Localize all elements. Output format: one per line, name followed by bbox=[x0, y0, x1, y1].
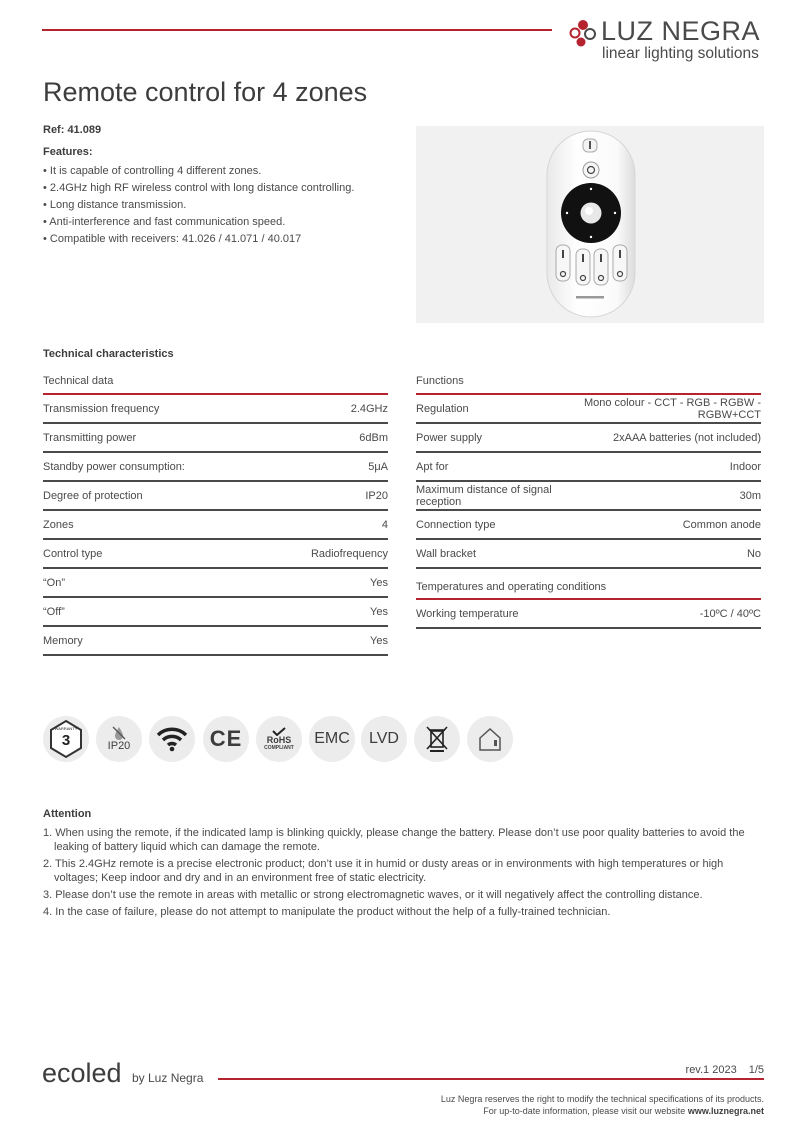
row-key: “On” bbox=[43, 576, 65, 589]
row-key: “Off” bbox=[43, 605, 65, 618]
emc-label: EMC bbox=[314, 730, 350, 747]
functions-table bbox=[416, 370, 761, 629]
table-row bbox=[43, 424, 388, 453]
row-key: Zones bbox=[43, 518, 74, 531]
table-row bbox=[416, 424, 761, 453]
series-logo: ecoled bbox=[42, 1058, 122, 1088]
row-value: -10ºC / 40ºC bbox=[699, 607, 761, 620]
brand-logo bbox=[568, 14, 768, 66]
rohs-label: RoHS bbox=[266, 735, 292, 745]
attention-item: 2. This 2.4GHz remote is a precise electronic product; don’t use it in humid or dusty areas or in environments with high temperatures or high voltages; Keep indoor and dry and in an environment free of static electricity. bbox=[43, 858, 724, 884]
page-number: 1/5 bbox=[748, 1064, 764, 1076]
indoor-icon bbox=[467, 716, 513, 762]
row-value: Common anode bbox=[682, 518, 761, 531]
emc-icon bbox=[309, 716, 355, 762]
row-value: 30m bbox=[739, 489, 761, 502]
table-row bbox=[43, 395, 388, 424]
row-value: 2.4GHz bbox=[350, 402, 388, 415]
wifi-icon bbox=[149, 716, 195, 762]
functions-heading: Functions bbox=[416, 370, 761, 395]
table-row bbox=[416, 482, 761, 511]
table-row bbox=[43, 540, 388, 569]
disclaimer-line-2 bbox=[441, 1105, 764, 1117]
row-key: Memory bbox=[43, 634, 83, 647]
lvd-icon bbox=[361, 716, 407, 762]
temperature-heading: Temperatures and operating conditions bbox=[416, 571, 761, 600]
row-key: Regulation bbox=[416, 402, 469, 415]
footer-rule bbox=[218, 1078, 764, 1080]
features-list bbox=[43, 163, 354, 248]
row-value: 4 bbox=[381, 518, 388, 531]
table-row bbox=[43, 627, 388, 656]
product-photo bbox=[416, 126, 764, 323]
attention-item: 4. In the case of failure, please do not attempt to manipulate the product without the help of a fully-trained technician. bbox=[43, 906, 611, 918]
table-row bbox=[43, 569, 388, 598]
table-row bbox=[43, 511, 388, 540]
feature-item: • Long distance transmission. bbox=[43, 199, 187, 211]
row-value: Yes bbox=[370, 605, 388, 618]
row-key: Power supply bbox=[416, 431, 483, 444]
feature-item: • Anti-interference and fast communication speed. bbox=[43, 216, 286, 228]
row-value: Mono colour - CCT - RGB - RGBW - RGBW+CCT bbox=[583, 396, 761, 421]
row-value: Radiofrequency bbox=[310, 547, 388, 560]
table-row bbox=[416, 600, 761, 629]
row-value: Yes bbox=[370, 576, 388, 589]
technical-heading: Technical characteristics bbox=[43, 348, 174, 360]
row-value: Indoor bbox=[729, 460, 761, 473]
row-value: 2xAAA batteries (not included) bbox=[613, 431, 761, 444]
feature-item: • It is capable of controlling 4 different zones. bbox=[43, 165, 262, 177]
row-value: 6dBm bbox=[359, 431, 388, 444]
technical-data-heading: Technical data bbox=[43, 370, 388, 395]
attention-list bbox=[43, 826, 765, 922]
row-key: Apt for bbox=[416, 460, 449, 473]
page-title: Remote control for 4 zones bbox=[43, 77, 368, 107]
feature-item: • 2.4GHz high RF wireless control with long distance controlling. bbox=[43, 182, 355, 194]
header-rule bbox=[42, 29, 552, 31]
revision: rev.1 2023 bbox=[685, 1064, 737, 1076]
table-row bbox=[416, 540, 761, 569]
rohs-sub-label: COMPLIANT bbox=[264, 745, 294, 751]
disclaimer bbox=[441, 1093, 764, 1117]
table-row bbox=[43, 453, 388, 482]
row-key: Maximum distance of signal reception bbox=[416, 483, 552, 508]
features-heading: Features: bbox=[43, 146, 93, 158]
brand-name: LUZ NEGRA bbox=[601, 16, 761, 46]
table-row bbox=[43, 482, 388, 511]
product-ref: Ref: 41.089 bbox=[43, 124, 102, 136]
ip20-icon bbox=[96, 716, 142, 762]
warranty-icon bbox=[43, 716, 89, 762]
rohs-icon bbox=[256, 716, 302, 762]
row-key: Transmission frequency bbox=[43, 402, 160, 415]
attention-item: 3. Please don’t use the remote in areas with metallic or strong electromagnetic waves, or it will negatively affect the controlling distance. bbox=[43, 889, 703, 901]
brand-tagline: linear lighting solutions bbox=[602, 45, 759, 62]
row-value: 5μA bbox=[368, 460, 388, 473]
attention-heading: Attention bbox=[43, 808, 92, 820]
logo-dots-icon bbox=[568, 18, 598, 48]
feature-item: • Compatible with receivers: 41.026 / 41.071 / 40.017 bbox=[43, 233, 302, 245]
row-value: IP20 bbox=[365, 489, 388, 502]
droplet-icon bbox=[112, 726, 126, 740]
website-link[interactable]: www.luznegra.net bbox=[687, 1106, 764, 1116]
warranty-years: 3 bbox=[61, 732, 71, 749]
row-value: No bbox=[746, 547, 761, 560]
warranty-label: WARRANTY bbox=[54, 726, 78, 731]
row-key: Wall bracket bbox=[416, 547, 477, 560]
row-key: Standby power consumption: bbox=[43, 460, 185, 473]
disclaimer-line-1: Luz Negra reserves the right to modify the technical specifications of its products. bbox=[440, 1094, 764, 1104]
row-key: Transmitting power bbox=[43, 431, 137, 444]
row-key: Control type bbox=[43, 547, 103, 560]
revision-info bbox=[686, 1064, 764, 1076]
row-key: Degree of protection bbox=[43, 489, 143, 502]
lvd-label: LVD bbox=[369, 730, 399, 747]
row-key: Working temperature bbox=[416, 607, 519, 620]
disclaimer-text: For up-to-date information, please visit our website bbox=[483, 1106, 688, 1116]
table-row bbox=[43, 598, 388, 627]
series-by: by Luz Negra bbox=[132, 1071, 204, 1085]
table-row bbox=[416, 511, 761, 540]
ip20-label: IP20 bbox=[107, 740, 131, 752]
technical-data-table bbox=[43, 370, 388, 656]
ce-mark-icon bbox=[203, 716, 249, 762]
ce-label: CE bbox=[209, 726, 243, 751]
weee-bin-icon bbox=[414, 716, 460, 762]
table-row bbox=[416, 453, 761, 482]
row-value: Yes bbox=[370, 634, 388, 647]
remote-control-image bbox=[416, 126, 764, 323]
row-key: Connection type bbox=[416, 518, 496, 531]
table-row bbox=[416, 395, 761, 424]
attention-item: 1. When using the remote, if the indicated lamp is blinking quickly, please change the battery. Please don’t use poor quality batteries to avoid the leaking of battery liquid which can damage the remote. bbox=[43, 827, 745, 853]
